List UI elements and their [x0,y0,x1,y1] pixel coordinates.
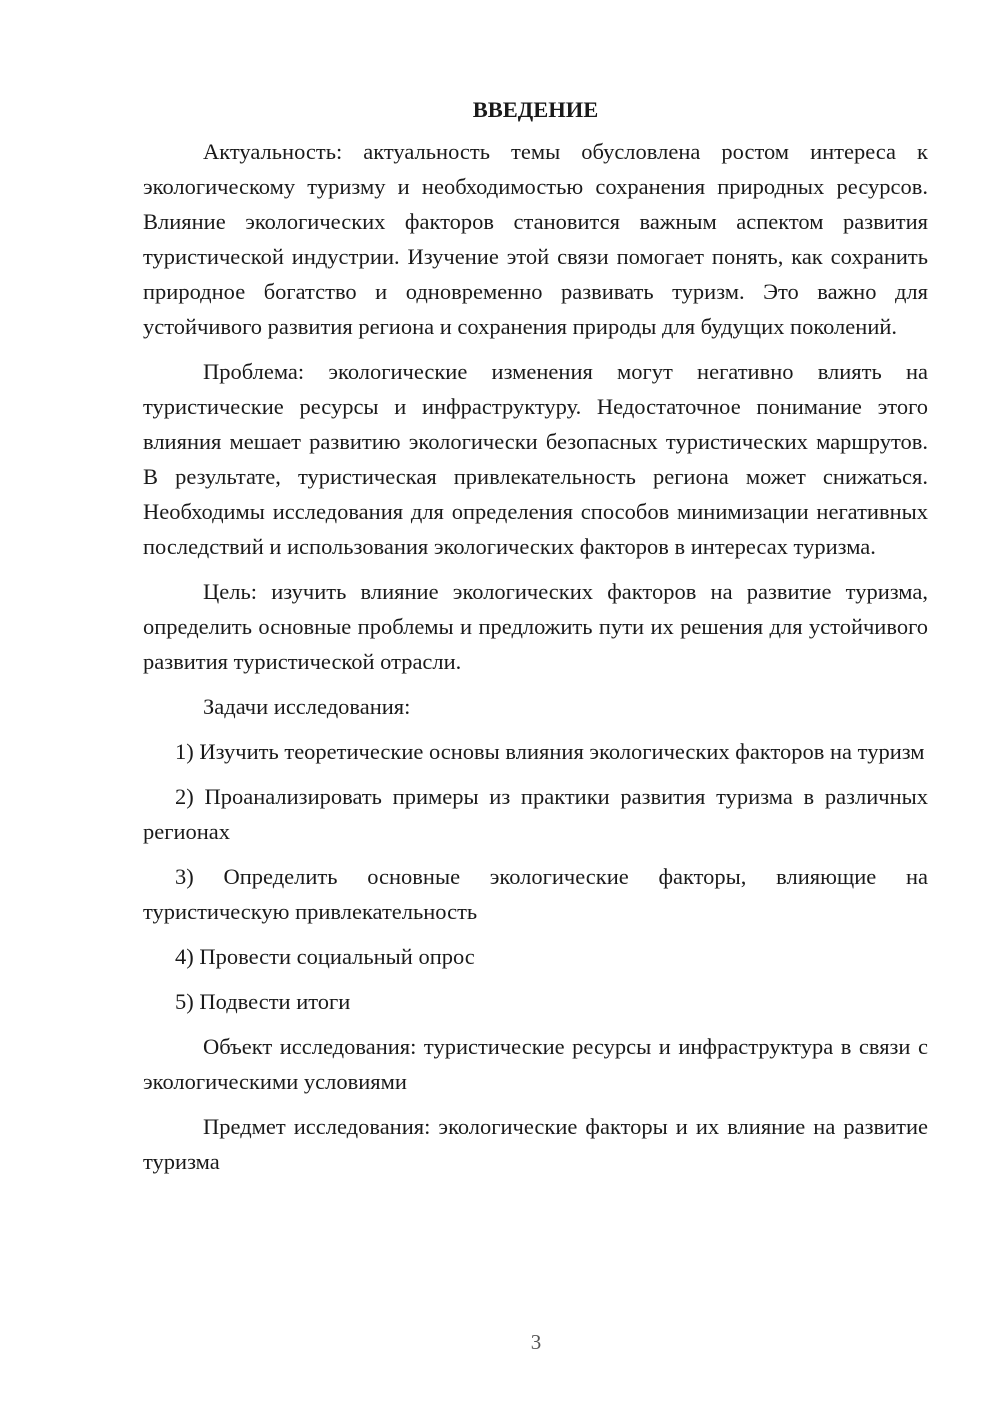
paragraph-tasks-heading: Задачи исследования: [203,694,411,719]
paragraph-goal: Цель: изучить влияние экологических факторов на развитие туризма, определить основные проблемы и предложить пути их решения для устойчивого развития туристической отрасли. [143,579,928,674]
paragraph-problem: Проблема: экологические изменения могут негативно влиять на туристические ресурсы и инфраструктуру. Недостаточное понимание этого влияния мешает развитию экологически безопасных туристических маршрутов. В результате, туристическая привлекательность региона может снижаться. Необходимы исследования для определения способов минимизации негативных последствий и использования экологических факторов в интересах туризма. [143,359,928,559]
list-item-task-4: 4) Провести социальный опрос [175,944,475,969]
list-item-task-3: 3) Определить основные экологические факторы, влияющие на туристическую привлекательность [143,864,928,924]
document-body [143,92,928,1189]
paragraph-object: Объект исследования: туристические ресурсы и инфраструктура в связи с экологическими условиями [143,1034,928,1094]
list-item-task-5: 5) Подвести итоги [175,989,351,1014]
paragraph-relevance: Актуальность: актуальность темы обусловлена ростом интереса к экологическому туризму и необходимостью сохранения природных ресурсов. Влияние экологических факторов становится важным аспектом развития туристической индустрии. Изучение этой связи помогает понять, как сохранить природное богатство и одновременно развивать туризм. Это важно для устойчивого развития региона и сохранения природы для будущих поколений. [143,139,928,339]
page-title: ВВЕДЕНИЕ [472,97,599,122]
list-item-task-1: 1) Изучить теоретические основы влияния экологических факторов на туризм [175,739,925,764]
list-item-task-2: 2) Проанализировать примеры из практики развития туризма в различных регионах [143,784,928,844]
page-number: 3 [530,1330,542,1354]
paragraph-subject: Предмет исследования: экологические факторы и их влияние на развитие туризма [143,1114,928,1174]
